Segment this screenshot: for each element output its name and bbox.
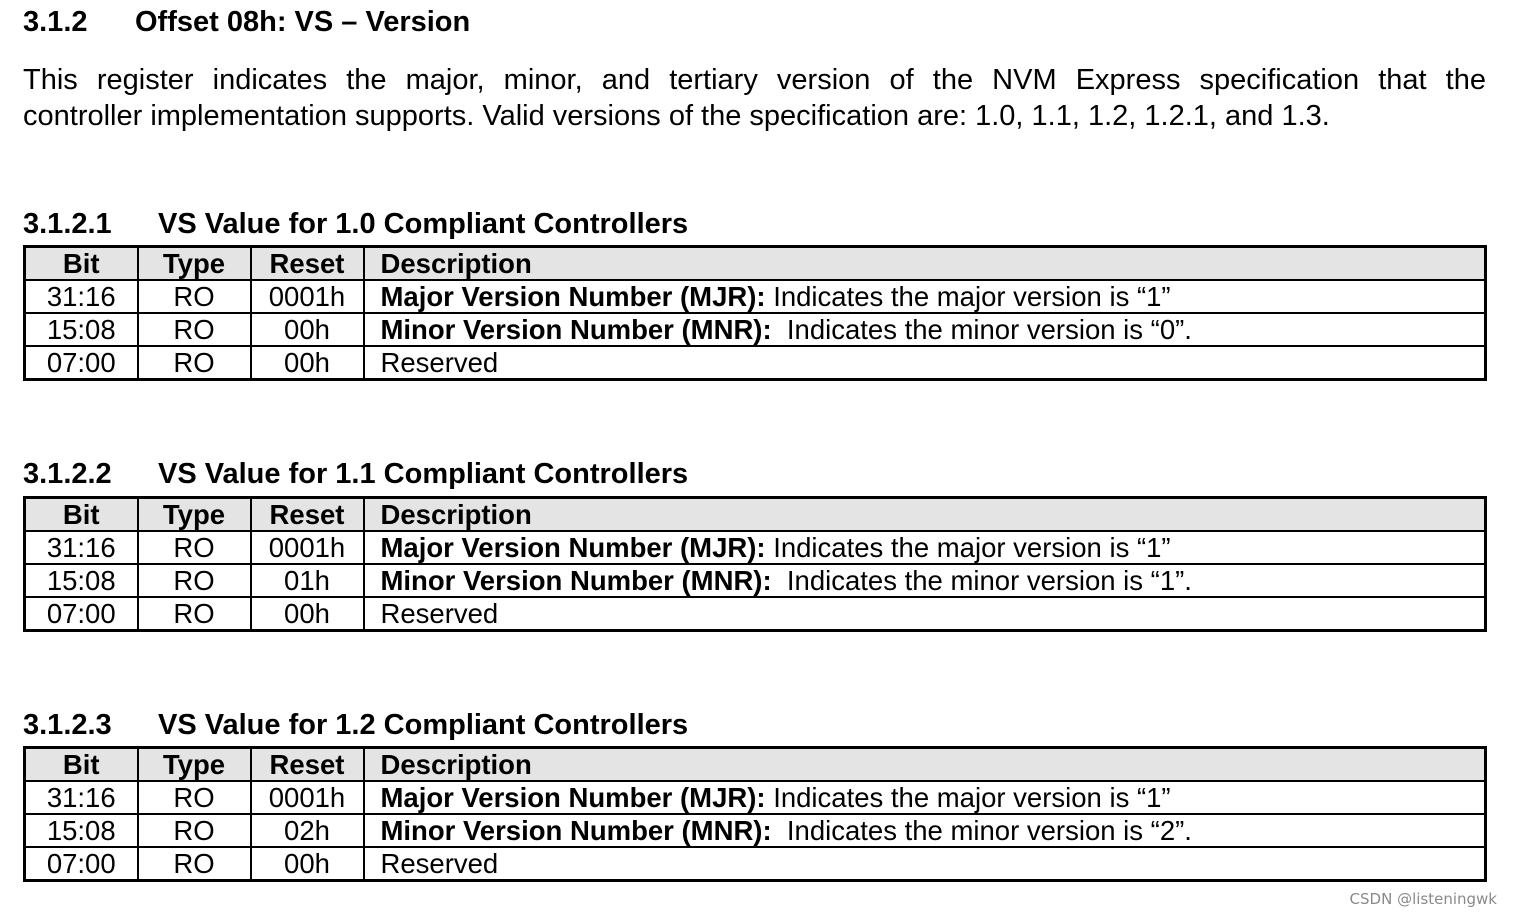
field-text: Indicates the major version is “1” <box>765 782 1171 813</box>
col-header-type: Type <box>138 498 251 532</box>
section-heading <box>23 6 470 39</box>
intro-line-1: This register indicates the major, minor, and tertiary version of the NVM Express specification that the <box>23 64 1486 96</box>
field-text: Indicates the minor version is “0”. <box>771 314 1192 345</box>
field-name: Major Version Number (MJR): <box>380 281 766 312</box>
cell-description <box>364 814 1486 847</box>
field-text: Reserved <box>380 598 499 629</box>
field-text: Indicates the minor version is “1”. <box>771 565 1192 596</box>
cell-description <box>364 346 1486 380</box>
cell-type: RO <box>138 781 251 814</box>
table-row <box>25 531 1486 564</box>
field-name: Minor Version Number (MNR): <box>380 815 772 846</box>
col-header-description: Description <box>364 748 1486 782</box>
table-row <box>25 781 1486 814</box>
subsection-title: VS Value for 1.0 Compliant Controllers <box>158 208 689 240</box>
cell-bit: 15:08 <box>25 814 138 847</box>
cell-bit: 15:08 <box>25 564 138 597</box>
table-row <box>25 564 1486 597</box>
cell-description <box>364 313 1486 346</box>
table-header-row <box>25 498 1486 532</box>
table-row <box>25 814 1486 847</box>
col-header-type: Type <box>138 748 251 782</box>
cell-reset: 0001h <box>251 280 364 313</box>
cell-bit: 15:08 <box>25 313 138 346</box>
subsection-number: 3.1.2.3 <box>23 709 112 741</box>
subsection-number: 3.1.2.2 <box>23 458 112 490</box>
cell-description <box>364 280 1486 313</box>
field-text: Indicates the minor version is “2”. <box>771 815 1192 846</box>
register-table-1 <box>23 245 1487 381</box>
field-text: Indicates the major version is “1” <box>765 281 1171 312</box>
cell-description <box>364 847 1486 881</box>
register-table-2 <box>23 496 1487 632</box>
field-name: Major Version Number (MJR): <box>380 532 766 563</box>
table-row <box>25 597 1486 631</box>
col-header-reset: Reset <box>251 498 364 532</box>
cell-description <box>364 531 1486 564</box>
cell-reset: 00h <box>251 597 364 631</box>
col-header-description: Description <box>364 498 1486 532</box>
cell-description <box>364 781 1486 814</box>
section-title: Offset 08h: VS – Version <box>135 6 471 38</box>
subsection-heading-3 <box>23 709 688 742</box>
subsection-title: VS Value for 1.1 Compliant Controllers <box>158 458 689 490</box>
cell-bit: 07:00 <box>25 847 138 881</box>
cell-bit: 31:16 <box>25 280 138 313</box>
field-name: Minor Version Number (MNR): <box>380 565 772 596</box>
cell-type: RO <box>138 280 251 313</box>
table-header-row <box>25 247 1486 281</box>
field-text: Indicates the major version is “1” <box>765 532 1171 563</box>
cell-reset: 0001h <box>251 531 364 564</box>
cell-reset: 00h <box>251 346 364 380</box>
watermark: CSDN @listeningwk <box>1349 890 1497 908</box>
table-header-row <box>25 748 1486 782</box>
col-header-description: Description <box>364 247 1486 281</box>
col-header-reset: Reset <box>251 247 364 281</box>
col-header-type: Type <box>138 247 251 281</box>
table-row <box>25 346 1486 380</box>
col-header-bit: Bit <box>25 498 138 532</box>
subsection-number: 3.1.2.1 <box>23 208 112 240</box>
intro-line-2: controller implementation supports. Valid versions of the specification are: 1.0, 1.1, 1.2, 1.2.1, and 1.3. <box>23 100 1330 132</box>
register-table-3 <box>23 746 1487 882</box>
field-text: Reserved <box>380 347 499 378</box>
subsection-heading-1 <box>23 208 688 241</box>
field-name: Minor Version Number (MNR): <box>380 314 772 345</box>
cell-reset: 0001h <box>251 781 364 814</box>
cell-type: RO <box>138 814 251 847</box>
cell-reset: 00h <box>251 847 364 881</box>
col-header-reset: Reset <box>251 748 364 782</box>
cell-bit: 31:16 <box>25 781 138 814</box>
cell-type: RO <box>138 597 251 631</box>
cell-type: RO <box>138 313 251 346</box>
cell-reset: 00h <box>251 313 364 346</box>
cell-description <box>364 564 1486 597</box>
col-header-bit: Bit <box>25 748 138 782</box>
cell-bit: 07:00 <box>25 597 138 631</box>
section-number: 3.1.2 <box>23 6 88 38</box>
section-intro <box>23 62 1486 134</box>
table-row <box>25 313 1486 346</box>
cell-type: RO <box>138 564 251 597</box>
cell-type: RO <box>138 847 251 881</box>
subsection-heading-2 <box>23 458 688 491</box>
field-text: Reserved <box>380 848 499 879</box>
cell-type: RO <box>138 346 251 380</box>
cell-reset: 02h <box>251 814 364 847</box>
subsection-title: VS Value for 1.2 Compliant Controllers <box>158 709 689 741</box>
cell-bit: 31:16 <box>25 531 138 564</box>
cell-reset: 01h <box>251 564 364 597</box>
cell-bit: 07:00 <box>25 346 138 380</box>
table-row <box>25 847 1486 881</box>
field-name: Major Version Number (MJR): <box>380 782 766 813</box>
table-row <box>25 280 1486 313</box>
cell-type: RO <box>138 531 251 564</box>
col-header-bit: Bit <box>25 247 138 281</box>
cell-description <box>364 597 1486 631</box>
